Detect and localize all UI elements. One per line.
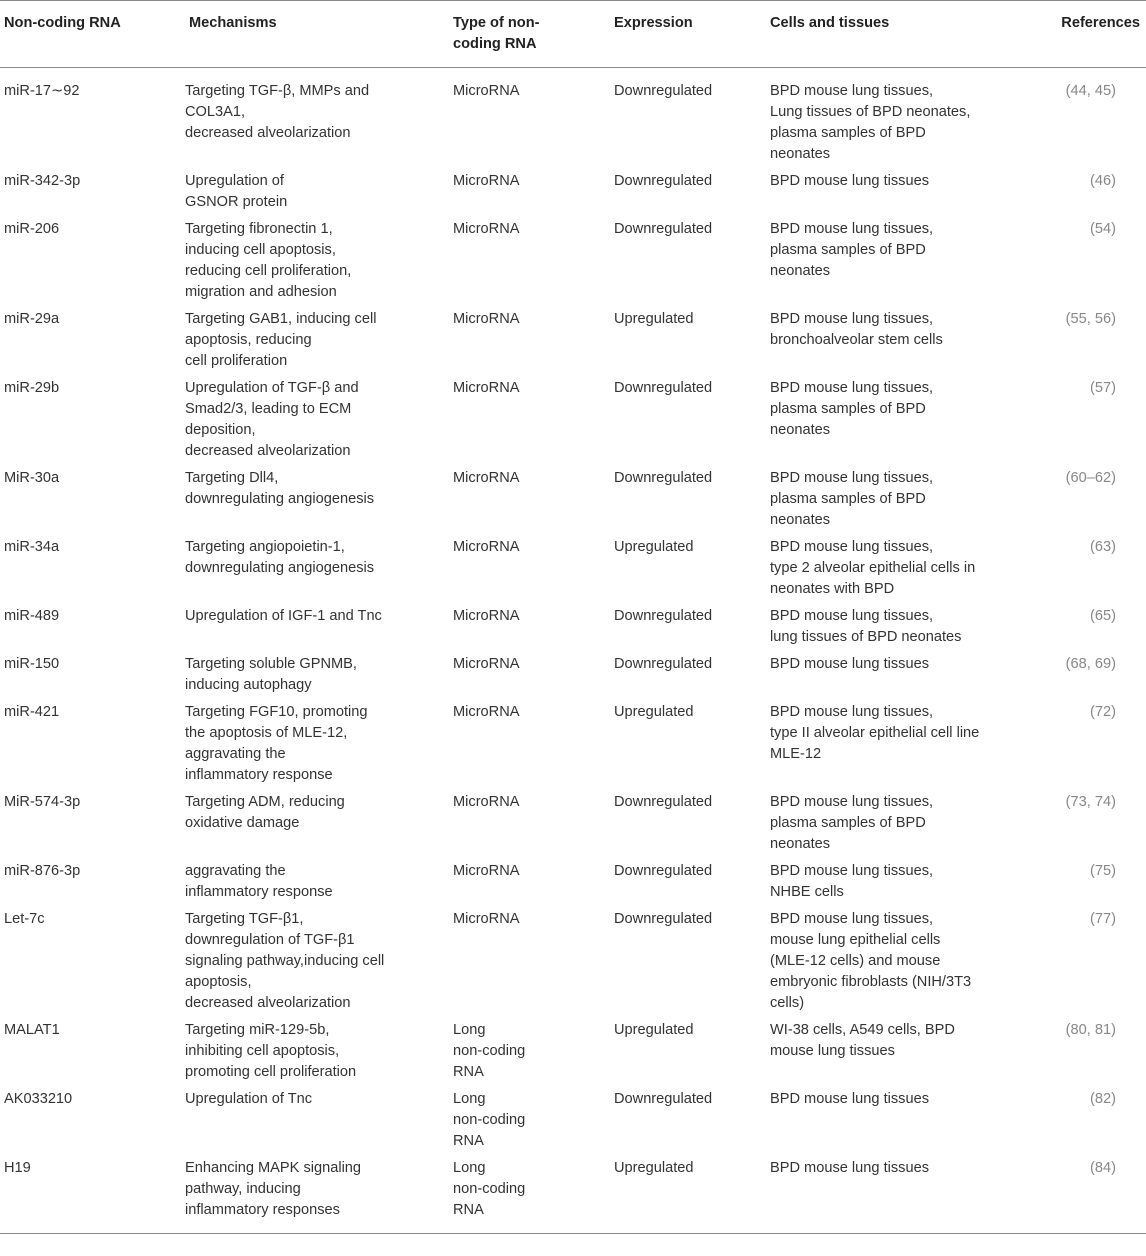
type-line: non-coding [453,1181,526,1197]
header-row [0,1,1146,68]
cell-expression: Downregulated [614,83,713,99]
cell-cells-tissues [766,1155,1028,1234]
cell-type [449,375,610,465]
cell-references: (54) [1090,221,1116,237]
type-line: Long [453,1091,486,1107]
cell-type [449,858,610,906]
cells-line: WI-38 cells, A549 cells, BPD [770,1022,955,1038]
cell-references: (82) [1090,1091,1116,1107]
table-row [0,68,1146,169]
cells-line: neonates [770,512,831,528]
cell-type [449,465,610,534]
table-row [0,789,1146,858]
cell-cells-tissues [766,906,1028,1017]
cell-ncrna: miR-876-3p [4,863,81,879]
cell-mechanisms [167,1086,449,1155]
cell-ncrna: miR-489 [4,608,60,624]
mechanism-line: inflammatory responses [185,1202,340,1218]
cell-mechanisms [167,789,449,858]
cell-ncrna: AK033210 [4,1091,73,1107]
reference-link[interactable]: 44 [1070,83,1087,99]
type-line: MicroRNA [453,470,520,486]
reference-link[interactable]: 68 [1070,656,1087,672]
table-row [0,306,1146,375]
type-line: non-coding [453,1043,526,1059]
cell-ncrna: miR-29b [4,380,60,396]
cells-line: plasma samples of BPD [770,401,926,417]
cells-line: bronchoalveolar stem cells [770,332,943,348]
cell-cells-tissues [766,216,1028,306]
cell-references: (57) [1090,380,1116,396]
cells-line: BPD mouse lung tissues, [770,83,934,99]
cell-expression: Downregulated [614,863,713,879]
table-row [0,699,1146,789]
cell-references: (63) [1090,539,1116,555]
cells-line: neonates [770,146,831,162]
cells-line: BPD mouse lung tissues, [770,911,934,927]
mechanism-line: downregulation of TGF-β1 [185,932,355,948]
cells-line: plasma samples of BPD [770,125,926,141]
reference-link[interactable]: 81 [1094,1022,1112,1038]
mechanism-line: deposition, [185,422,256,438]
type-line: MicroRNA [453,704,520,720]
cell-type [449,1155,610,1234]
cell-ncrna: H19 [0,1155,167,1234]
cell-references: (65) [1090,608,1116,624]
mechanism-line: apoptosis, [185,974,252,990]
cell-expression: Downregulated [614,173,713,189]
cells-line: neonates [770,422,831,438]
cell-type [449,68,610,169]
mechanism-line: inflammatory response [185,884,333,900]
cell-type [449,1086,610,1155]
cells-line: BPD mouse lung tissues, [770,704,934,720]
cell-mechanisms [167,306,449,375]
cells-line: neonates with BPD [770,581,895,597]
cells-line: BPD mouse lung tissues [770,1091,929,1107]
table-body [0,68,1146,1234]
type-line: RNA [453,1133,484,1149]
mechanism-line: Upregulation of IGF-1 and Tnc [185,608,382,624]
cell-ncrna: miR-206 [4,221,60,237]
mechanism-line: COL3A1, [185,104,246,120]
cell-expression: Downregulated [614,470,713,486]
mechanism-line: aggravating the [185,863,286,879]
cell-references: (68, 69) [1065,656,1116,672]
cell-expression: Downregulated [614,794,713,810]
mechanism-line: inflammatory response [185,767,333,783]
type-line: MicroRNA [453,311,520,327]
cell-type [449,534,610,603]
reference-link[interactable]: 63 [1094,539,1112,555]
cell-ncrna: MALAT1 [4,1022,60,1038]
mechanism-line: decreased alveolarization [185,995,351,1011]
cells-line: (MLE-12 cells) and mouse [770,953,941,969]
cells-line: BPD mouse lung tissues [770,173,929,189]
cell-expression: Downregulated [614,911,713,927]
cell-mechanisms [167,534,449,603]
header-ncrna: Non-coding RNA [0,1,167,68]
mechanism-line: aggravating the [185,746,286,762]
cells-line: BPD mouse lung tissues, [770,863,934,879]
reference-link[interactable]: 74 [1094,794,1112,810]
cell-ncrna: Let-7c [4,911,45,927]
cell-cells-tissues [766,168,1028,216]
type-line: MicroRNA [453,221,520,237]
cells-line: mouse lung epithelial cells [770,932,941,948]
cell-expression: Upregulated [610,1155,766,1234]
mechanism-line: Smad2/3, leading to ECM [185,401,352,417]
cell-mechanisms [167,465,449,534]
cells-line: BPD mouse lung tissues, [770,539,934,555]
cell-references: (60–62) [1065,470,1116,486]
cell-expression: Upregulated [614,539,694,555]
type-line: MicroRNA [453,608,520,624]
mechanism-line: Targeting angiopoietin-1, [185,539,345,555]
mechanism-line: GSNOR protein [185,194,288,210]
cells-line: BPD mouse lung tissues, [770,221,934,237]
cell-type [449,906,610,1017]
cell-type [449,789,610,858]
mechanism-line: Targeting GAB1, inducing cell [185,311,377,327]
cells-line: cells) [770,995,805,1011]
cell-cells-tissues [766,1017,1028,1086]
mechanism-line: oxidative damage [185,815,300,831]
cells-line: embryonic fibroblasts (NIH/3T3 [770,974,972,990]
header-references: References [1028,1,1146,68]
reference-link[interactable]: 45 [1094,83,1112,99]
cell-references: (84) [1028,1155,1146,1234]
type-line: MicroRNA [453,539,520,555]
reference-link[interactable]: 82 [1094,1091,1112,1107]
table-row [0,906,1146,1017]
cell-expression: Downregulated [614,380,713,396]
type-line: MicroRNA [453,380,520,396]
mechanism-line: apoptosis, reducing [185,332,312,348]
cells-line: BPD mouse lung tissues, [770,470,934,486]
cells-line: BPD mouse lung tissues, [770,311,934,327]
cells-line: plasma samples of BPD [770,491,926,507]
table-header [0,1,1146,68]
mechanism-line: Upregulation of TGF-β and [185,380,359,396]
cell-references: (72) [1090,704,1116,720]
cell-type [449,1017,610,1086]
mechanism-line: Targeting miR-129-5b, [185,1022,330,1038]
type-line: Long [453,1160,486,1176]
cell-mechanisms [167,68,449,169]
type-line: Long [453,1022,486,1038]
table-row [0,216,1146,306]
table-row [0,1086,1146,1155]
mechanism-line: Targeting TGF-β, MMPs and [185,83,370,99]
mechanism-line: decreased alveolarization [185,125,351,141]
cell-cells-tissues [766,465,1028,534]
cell-type [449,603,610,651]
cells-line: plasma samples of BPD [770,815,926,831]
cell-expression: Downregulated [614,656,713,672]
cell-cells-tissues [766,1086,1028,1155]
cell-references: (75) [1090,863,1116,879]
cells-line: BPD mouse lung tissues [770,1160,929,1176]
cell-ncrna: miR-150 [4,656,60,672]
mechanism-line: Targeting ADM, reducing [185,794,345,810]
reference-link[interactable]: 73 [1070,794,1087,810]
type-line: RNA [453,1202,484,1218]
mechanism-line: Targeting FGF10, promoting [185,704,368,720]
cell-cells-tissues [766,651,1028,699]
cell-references: (80, 81) [1065,1022,1116,1038]
cell-cells-tissues [766,789,1028,858]
cell-type [449,651,610,699]
mechanism-line: the apoptosis of MLE-12, [185,725,348,741]
reference-link[interactable]: 65 [1094,608,1112,624]
table-row [0,1017,1146,1086]
cell-expression: Upregulated [614,311,694,327]
table-row [0,603,1146,651]
table-row [0,465,1146,534]
type-line: MicroRNA [453,911,520,927]
header-type [449,1,610,68]
cell-ncrna: MiR-574-3p [4,794,81,810]
cell-ncrna: miR-29a [4,311,60,327]
cell-ncrna: MiR-30a [4,470,60,486]
cell-references: (73, 74) [1065,794,1116,810]
type-line: MicroRNA [453,83,520,99]
cells-line: type II alveolar epithelial cell line [770,725,980,741]
header-type-label: Type of non-coding RNA [453,15,540,52]
cell-mechanisms [167,651,449,699]
cell-mechanisms [167,375,449,465]
type-line: non-coding [453,1112,526,1128]
mechanism-line: Targeting fibronectin 1, [185,221,333,237]
cell-ncrna: miR-34a [4,539,60,555]
cell-references: (44, 45) [1065,83,1116,99]
cell-cells-tissues [766,68,1028,169]
cells-line: MLE-12 [770,746,822,762]
cell-expression: Upregulated [614,704,694,720]
table-row [0,858,1146,906]
mechanism-line: Upregulation of [185,173,284,189]
mechanism-line: pathway, inducing [185,1181,301,1197]
table-row [0,375,1146,465]
cells-line: mouse lung tissues [770,1043,895,1059]
table-row [0,1155,1146,1234]
reference-link[interactable]: 57 [1094,380,1112,396]
type-line: MicroRNA [453,173,520,189]
mechanism-line: Targeting soluble GPNMB, [185,656,357,672]
table-row [0,168,1146,216]
reference-link[interactable]: 60–62 [1070,470,1112,486]
cell-type [449,306,610,375]
mechanism-line: inhibiting cell apoptosis, [185,1043,340,1059]
reference-link[interactable]: 54 [1094,221,1112,237]
cell-expression: Downregulated [614,608,713,624]
cell-cells-tissues [766,306,1028,375]
cell-expression: Upregulated [614,1022,694,1038]
type-line: MicroRNA [453,794,520,810]
cell-references: (46) [1090,173,1116,189]
cells-line: plasma samples of BPD [770,242,926,258]
mechanism-line: downregulating angiogenesis [185,560,375,576]
cell-ncrna: miR-421 [4,704,60,720]
reference-link[interactable]: 77 [1094,911,1112,927]
cells-line: BPD mouse lung tissues [770,656,929,672]
mechanism-line: downregulating angiogenesis [185,491,375,507]
cell-references: (77) [1090,911,1116,927]
mechanism-line: promoting cell proliferation [185,1064,357,1080]
type-line: MicroRNA [453,863,520,879]
mechanism-line: Enhancing MAPK signaling [185,1160,362,1176]
cell-mechanisms [167,216,449,306]
cell-mechanisms [167,858,449,906]
header-expression: Expression [610,1,766,68]
table-row [0,534,1146,603]
header-cells: Cells and tissues [766,1,1028,68]
header-mechanisms: Mechanisms [167,1,449,68]
cells-line: neonates [770,263,831,279]
mechanism-line: migration and adhesion [185,284,337,300]
reference-link[interactable]: 72 [1094,704,1112,720]
cell-type [449,699,610,789]
cell-mechanisms [167,1155,449,1234]
cell-mechanisms [167,699,449,789]
reference-link[interactable]: 80 [1070,1022,1087,1038]
type-line: RNA [453,1064,484,1080]
cell-cells-tissues [766,375,1028,465]
cells-line: NHBE cells [770,884,844,900]
cells-line: neonates [770,836,831,852]
cell-expression: Downregulated [614,221,713,237]
mechanism-line: Upregulation of Tnc [185,1091,313,1107]
mechanism-line: signaling pathway,inducing cell [185,953,385,969]
cell-cells-tissues [766,858,1028,906]
table-row [0,651,1146,699]
type-line: MicroRNA [453,656,520,672]
mechanism-line: reducing cell proliferation, [185,263,352,279]
cell-cells-tissues [766,699,1028,789]
cell-mechanisms [167,603,449,651]
mechanism-line: Targeting Dll4, [185,470,279,486]
cells-line: type 2 alveolar epithelial cells in [770,560,976,576]
mechanism-line: decreased alveolarization [185,443,351,459]
cells-line: BPD mouse lung tissues, [770,380,934,396]
cell-cells-tissues [766,603,1028,651]
cell-mechanisms [167,168,449,216]
cells-line: lung tissues of BPD neonates [770,629,962,645]
cell-references: (55, 56) [1065,311,1116,327]
cell-mechanisms [167,1017,449,1086]
reference-link[interactable]: 69 [1094,656,1112,672]
reference-link[interactable]: 55 [1070,311,1087,327]
reference-link[interactable]: 46 [1094,173,1112,189]
mechanism-line: inducing autophagy [185,677,312,693]
cell-cells-tissues [766,534,1028,603]
cell-type [449,216,610,306]
reference-link[interactable]: 56 [1094,311,1112,327]
cell-ncrna: miR-17∼92 [4,83,80,99]
cells-line: BPD mouse lung tissues, [770,608,934,624]
cells-line: Lung tissues of BPD neonates, [770,104,971,120]
cells-line: BPD mouse lung tissues, [770,794,934,810]
reference-link[interactable]: 84 [1094,1160,1112,1176]
mechanism-line: Targeting TGF-β1, [185,911,304,927]
reference-link[interactable]: 75 [1094,863,1112,879]
cell-expression: Downregulated [614,1091,713,1107]
mechanism-line: inducing cell apoptosis, [185,242,336,258]
cell-type [449,168,610,216]
cell-mechanisms [167,906,449,1017]
mechanism-line: cell proliferation [185,353,288,369]
cell-ncrna: miR-342-3p [4,173,81,189]
